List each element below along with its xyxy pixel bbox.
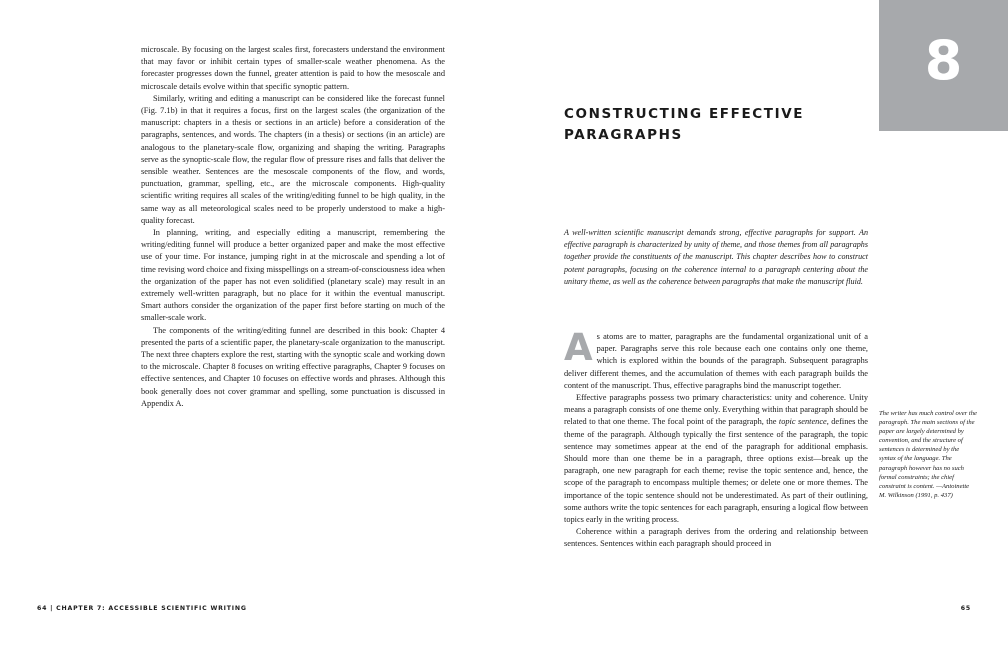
right-page-folio: 65 xyxy=(960,605,971,612)
chapter-title-line-2: PARAGRAPHS xyxy=(564,127,683,143)
chapter-intro: A well-written scientific manuscript demands strong, effective paragraphs for support. An effective paragraph is characterized by unity of theme, and those themes from all paragraphs together provide the constituents of the manuscript. This chapter describes how to construct potent paragraphs, focusing on the coherence internal to a paragraph centering about the unitary theme, as well as the coherence between paragraphs that make the manuscript fluid. xyxy=(564,228,868,286)
sidenote-quote: The writer has much control over the paragraph. The main sections of the paper are largely determined by convention, and the structure of sentences is determined by the syntax of the language. The paragraph however has no such formal constraints; the chief constraint is content. —Antoinette M. Wilkinson (1991, p. 437) xyxy=(879,410,977,499)
left-paragraph-1: microscale. By focusing on the largest scales first, forecasters understand the environment that may favor or inhibit certain types of smaller-scale weather phenomena. As the forecaster progresses down the funnel, greater attention is paid to how the mesoscale and microscale details evolve within that specific synoptic pattern. xyxy=(141,45,445,91)
right-page-body xyxy=(564,326,868,551)
right-paragraph-2-start: Effective paragraphs possess two primary characteristics: unity and coherence. Unity means a paragraph consists of one theme only. Everything within that paragraph should be related to that one theme. The focal point of the paragraph, the xyxy=(564,393,868,427)
left-page-body xyxy=(141,44,445,410)
right-page xyxy=(504,0,1008,648)
left-paragraph-2: Similarly, writing and editing a manuscript can be considered like the forecast funnel (Fig. 7.1b) in that it requires a focus, first on the largest scales (the organization of the manuscript: chapters in a thesis or sections in an article) before a consideration of the paragraphs, sentences, and words. The chapters (in a thesis) or sections (in an article) are analogous to the planetary-scale flow, organizing and shaping the writing. Paragraphs serve as the synoptic-scale flow, the regular flow of pressure rises and falls that deliver the sensible weather. Sentences are the mesoscale components of the flow, and words, punctuation, grammar, spelling, etc., are the microscale components. High-quality scientific writing requires all scales of the writing/editing funnel to be high quality, in the same way as all meteorological scales need to be properly understood to make a high-quality forecast. xyxy=(141,93,445,225)
chapter-title-line-1: CONSTRUCTING EFFECTIVE xyxy=(564,106,805,122)
chapter-number-box xyxy=(879,0,1008,131)
right-paragraph-3: Coherence within a paragraph derives from the ordering and relationship between sentences. Sentences within each paragraph should proceed in xyxy=(564,527,868,549)
chapter-title xyxy=(564,104,844,146)
right-paragraph-2 xyxy=(564,392,868,526)
right-paragraph-1-text: s atoms are to matter, paragraphs are the fundamental organizational unit of a paper. Paragraphs serve this role because each one contains only one theme, which is explored within the bounds of the paragraph. Subsequent paragraphs deliver different themes, and the accumulation of themes with each paragraph builds the content of the manuscript. Thus, effective paragraphs bind the manuscript together. xyxy=(564,332,868,390)
left-paragraph-3: In planning, writing, and especially editing a manuscript, remembering the writing/editing funnel will produce a better organized paper and make the most effective use of your time. For instance, jumping right in at the microscale and spending a lot of time revising word choice and fixing misspellings on a stream-of-consciousness idea when the organization of the paper has not even solidified (planetary scale) may result in an extremely well-written paragraph, but no place for it within the eventual manuscript. Smart authors consider the organization of the paper first before starting on much of the smaller-scale work. xyxy=(141,228,445,323)
right-paragraph-2-end: , defines the theme of the paragraph. Although typically the first sentence of the paragraph, the topic sentence may sometimes appear at the end of the paragraph for additional emphasis. Should more than one theme be in a paragraph, three options exist—break up the paragraph, one new paragraph for each theme; revise the topic sentence and, hence, the scope of the paragraph to encompass multiple themes; or delete one or more themes. The importance of the topic sentence should not be underestimated. As part of their outlining, some authors write the topic sentences for each paragraph, ensuring a logical flow between topics early in the writing process. xyxy=(564,417,868,525)
drop-cap: A xyxy=(564,326,593,369)
topic-sentence-term: topic sentence xyxy=(778,417,827,427)
left-paragraph-4: The components of the writing/editing funnel are described in this book: Chapter 4 presented the parts of a scientific paper, the planetary-scale organization to the manuscript. The next three chapters explore the rest, starting with the synoptic scale and working down to the microscale. Chapter 8 focuses on writing effective paragraphs, Chapter 9 focuses on effective sentences, and Chapter 10 focuses on effective words and phrases. Although this book generally does not cover grammar and spelling, some punctuation is discussed in Appendix A. xyxy=(141,325,445,408)
left-page-folio: 64 | CHAPTER 7: ACCESSIBLE SCIENTIFIC WRITING xyxy=(37,605,247,612)
right-paragraph-1 xyxy=(564,326,868,392)
chapter-number: 8 xyxy=(924,28,963,92)
